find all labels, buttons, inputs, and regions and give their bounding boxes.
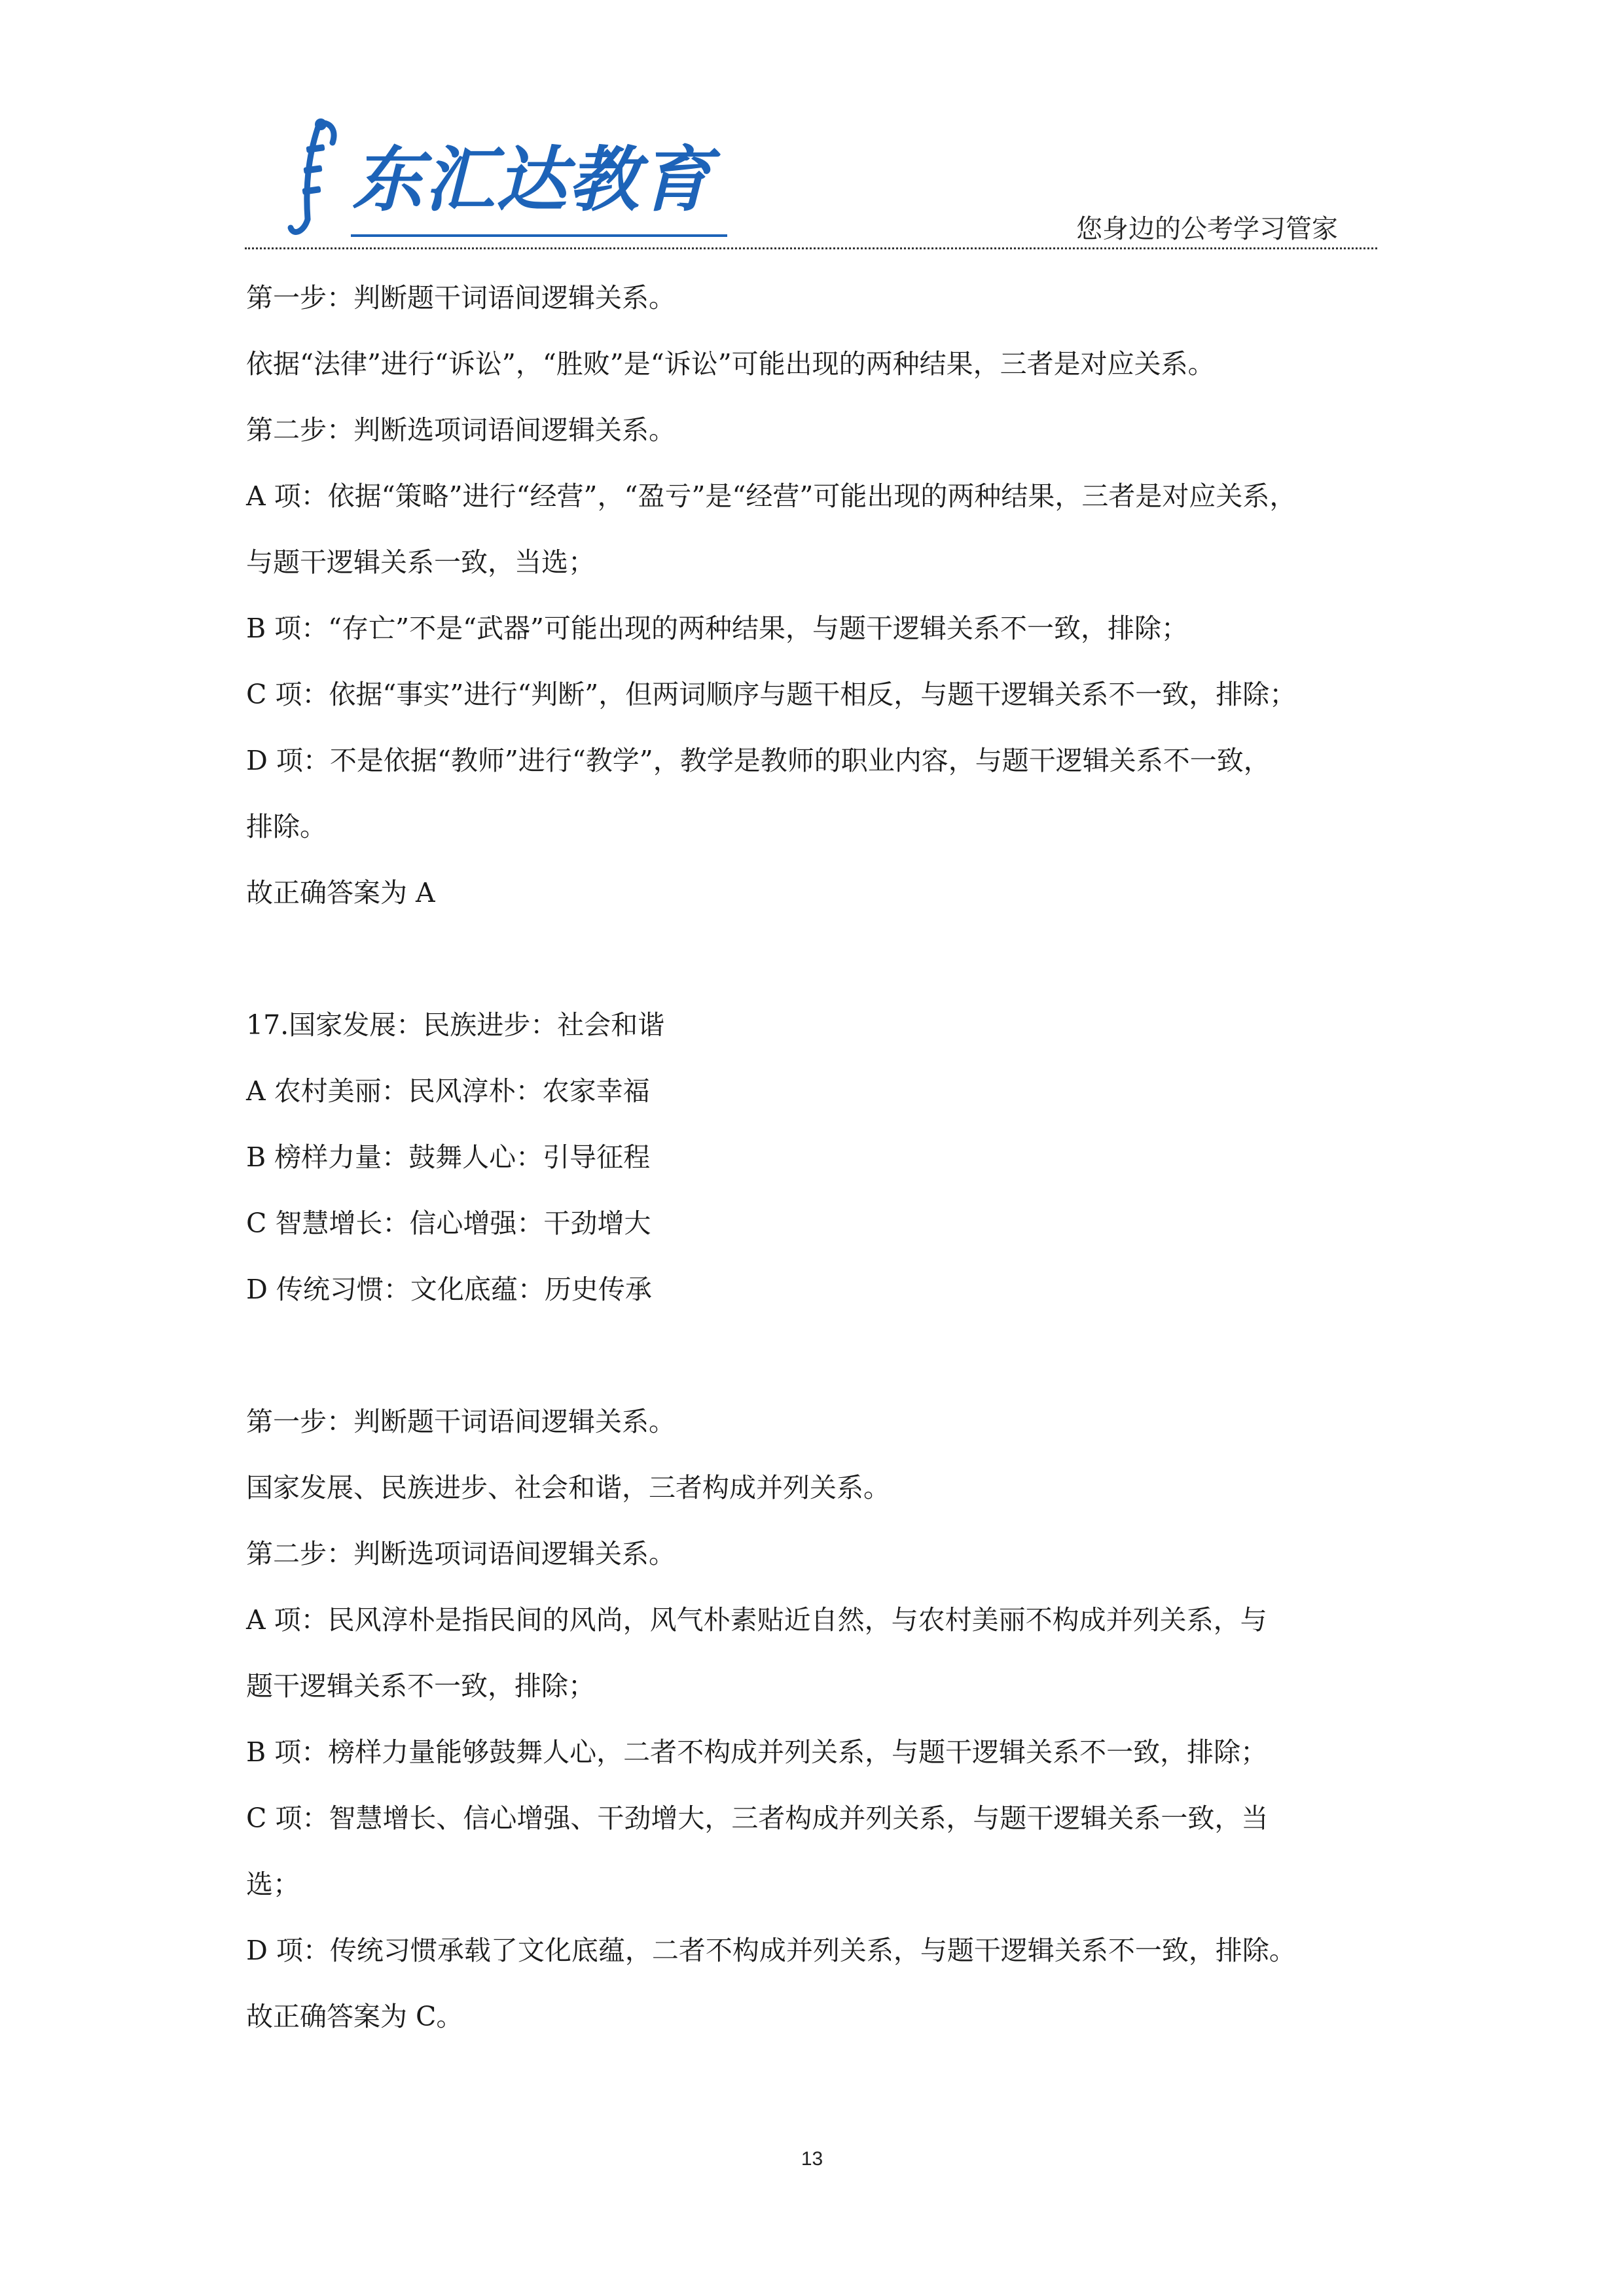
page-header (245, 111, 1377, 252)
page-number: 13 (801, 2148, 823, 2170)
logo-underline (351, 234, 727, 237)
analysis-section-17 (246, 1389, 1385, 2050)
text-line: 第二步：判断选项词语间逻辑关系。 (246, 414, 676, 446)
text-line: A 项：依据“策略”进行“经营”，“盈亏”是“经营”可能出现的两种结果，三者是对应关系， (246, 480, 1297, 512)
text-line: 选； (246, 1869, 300, 1900)
pencil-logo-icon (274, 111, 352, 242)
text-line: 依据“法律”进行“诉讼”，“胜败”是“诉讼”可能出现的两种结果，三者是对应关系。 (246, 348, 1215, 380)
text-line: B 项：“存亡”不是“武器”可能出现的两种结果，与题干逻辑关系不一致，排除； (246, 613, 1189, 644)
answer-line: 故正确答案为 A (246, 877, 435, 908)
text-line: 第一步：判断题干词语间逻辑关系。 (246, 1406, 676, 1437)
option-a: A 农村美丽：民风淳朴：农家幸福 (246, 1075, 650, 1107)
text-line: 第二步：判断选项词语间逻辑关系。 (246, 1538, 676, 1570)
option-c: C 智慧增长：信心增强：干劲增大 (246, 1208, 651, 1239)
logo-text: 东汇达教育 (352, 139, 713, 221)
text-line: C 项：智慧增长、信心增强、干劲增大，三者构成并列关系，与题干逻辑关系一致，当 (246, 1803, 1269, 1834)
spacer (246, 1323, 1385, 1389)
answer-line: 故正确答案为 C。 (246, 2001, 463, 2032)
text-line: C 项：依据“事实”进行“判断”，但两词顺序与题干相反，与题干逻辑关系不一致，排除； (246, 679, 1297, 710)
text-line: 国家发展、民族进步、社会和谐，三者构成并列关系。 (246, 1472, 890, 1503)
brand-logo (274, 111, 915, 242)
header-slogan: 您身边的公考学习管家 (1076, 214, 1338, 244)
text-line: 题干逻辑关系不一致，排除； (246, 1670, 595, 1702)
text-line: 排除。 (246, 811, 327, 842)
text-line: 与题干逻辑关系一致，当选； (246, 547, 595, 578)
text-line: 第一步：判断题干词语间逻辑关系。 (246, 282, 676, 314)
question-17 (246, 992, 1385, 1323)
text-line: D 项：不是依据“教师”进行“教学”，教学是教师的职业内容，与题干逻辑关系不一致， (246, 745, 1271, 776)
text-line: A 项：民风淳朴是指民间的风尚，风气朴素贴近自然，与农村美丽不构成并列关系，与 (246, 1604, 1267, 1636)
header-divider (245, 247, 1377, 249)
question-stem: 17.国家发展：民族进步：社会和谐 (246, 1009, 665, 1041)
option-b: B 榜样力量：鼓舞人心：引导征程 (246, 1141, 651, 1173)
text-line: B 项：榜样力量能够鼓舞人心，二者不构成并列关系，与题干逻辑关系不一致，排除； (246, 1736, 1268, 1768)
option-d: D 传统习惯：文化底蕴：历史传承 (246, 1274, 652, 1305)
spacer (246, 926, 1385, 992)
page-content (246, 265, 1385, 2050)
text-line: D 项：传统习惯承载了文化底蕴，二者不构成并列关系，与题干逻辑关系不一致，排除。 (246, 1935, 1296, 1966)
analysis-section-16 (246, 265, 1385, 926)
